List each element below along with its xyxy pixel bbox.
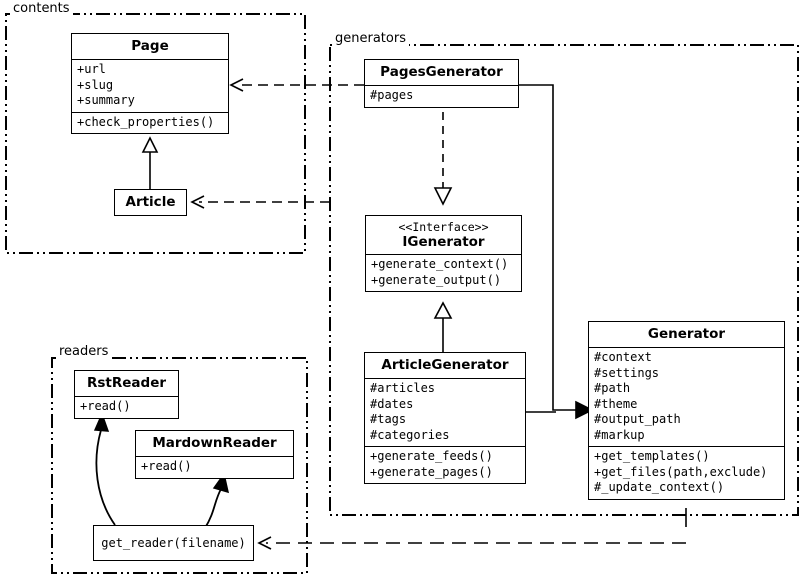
attribute: #settings	[594, 365, 660, 380]
class-rst-reader[interactable]	[74, 370, 179, 419]
class-article[interactable]	[114, 189, 187, 216]
class-generator-operations	[589, 446, 784, 499]
class-page-operations	[72, 112, 228, 134]
attribute: +url	[77, 62, 106, 76]
class-article-generator[interactable]	[364, 352, 526, 484]
class-pages-generator-attributes	[365, 85, 518, 107]
operation: +get_files(path,exclude)	[594, 464, 768, 479]
generators-package-label: generators	[332, 31, 409, 46]
class-page-title: Page	[131, 38, 169, 54]
class-article-title: Article	[125, 194, 176, 210]
operation: +read()	[141, 459, 192, 473]
class-article-generator-attributes	[365, 378, 525, 446]
class-igenerator-stereotype: <<Interface>>	[398, 220, 489, 234]
operation: +check_properties()	[77, 114, 215, 129]
attribute: #theme	[594, 396, 638, 411]
function-get-reader-label: get_reader(filename)	[101, 536, 246, 550]
class-igenerator[interactable]	[365, 215, 522, 292]
attribute: #output_path	[594, 412, 681, 426]
class-mardown-reader[interactable]	[135, 430, 294, 479]
attribute: #path	[594, 381, 631, 395]
operation: +generate_context()	[371, 257, 509, 271]
class-mardown-reader-operations	[136, 456, 293, 478]
class-article-generator-operations	[365, 446, 525, 483]
attribute: #articles	[370, 381, 436, 395]
class-pages-generator-title: PagesGenerator	[380, 64, 503, 80]
class-mardown-reader-title: MardownReader	[152, 435, 277, 451]
attribute: #markup	[594, 427, 645, 442]
operation: +read()	[80, 399, 131, 413]
class-rst-reader-title: RstReader	[86, 375, 167, 391]
operation: +generate_output()	[371, 272, 502, 287]
operation: +generate_feeds()	[370, 449, 493, 463]
operation: #_update_context()	[594, 480, 725, 494]
class-page-attributes	[72, 59, 228, 112]
attribute: #categories	[370, 427, 450, 442]
class-rst-reader-operations	[75, 396, 178, 418]
readers-package-label: readers	[56, 344, 111, 359]
operation: +get_templates()	[594, 449, 710, 463]
class-generator-attributes	[589, 347, 784, 446]
class-article-generator-title: ArticleGenerator	[381, 357, 509, 373]
attribute: #pages	[370, 88, 414, 102]
contents-package-label: contents	[10, 1, 73, 16]
attribute: #context	[594, 350, 652, 364]
attribute: #tags	[370, 412, 407, 426]
attribute: +summary	[77, 93, 135, 107]
attribute: +slug	[77, 77, 114, 92]
attribute: #dates	[370, 396, 414, 411]
class-igenerator-title: IGenerator	[402, 234, 485, 250]
class-generator[interactable]	[588, 321, 785, 500]
class-page[interactable]	[71, 33, 229, 134]
class-pages-generator[interactable]	[364, 59, 519, 108]
function-get-reader[interactable]	[93, 525, 254, 561]
class-generator-title: Generator	[647, 326, 726, 342]
class-igenerator-operations	[366, 254, 521, 291]
operation: +generate_pages()	[370, 464, 493, 479]
